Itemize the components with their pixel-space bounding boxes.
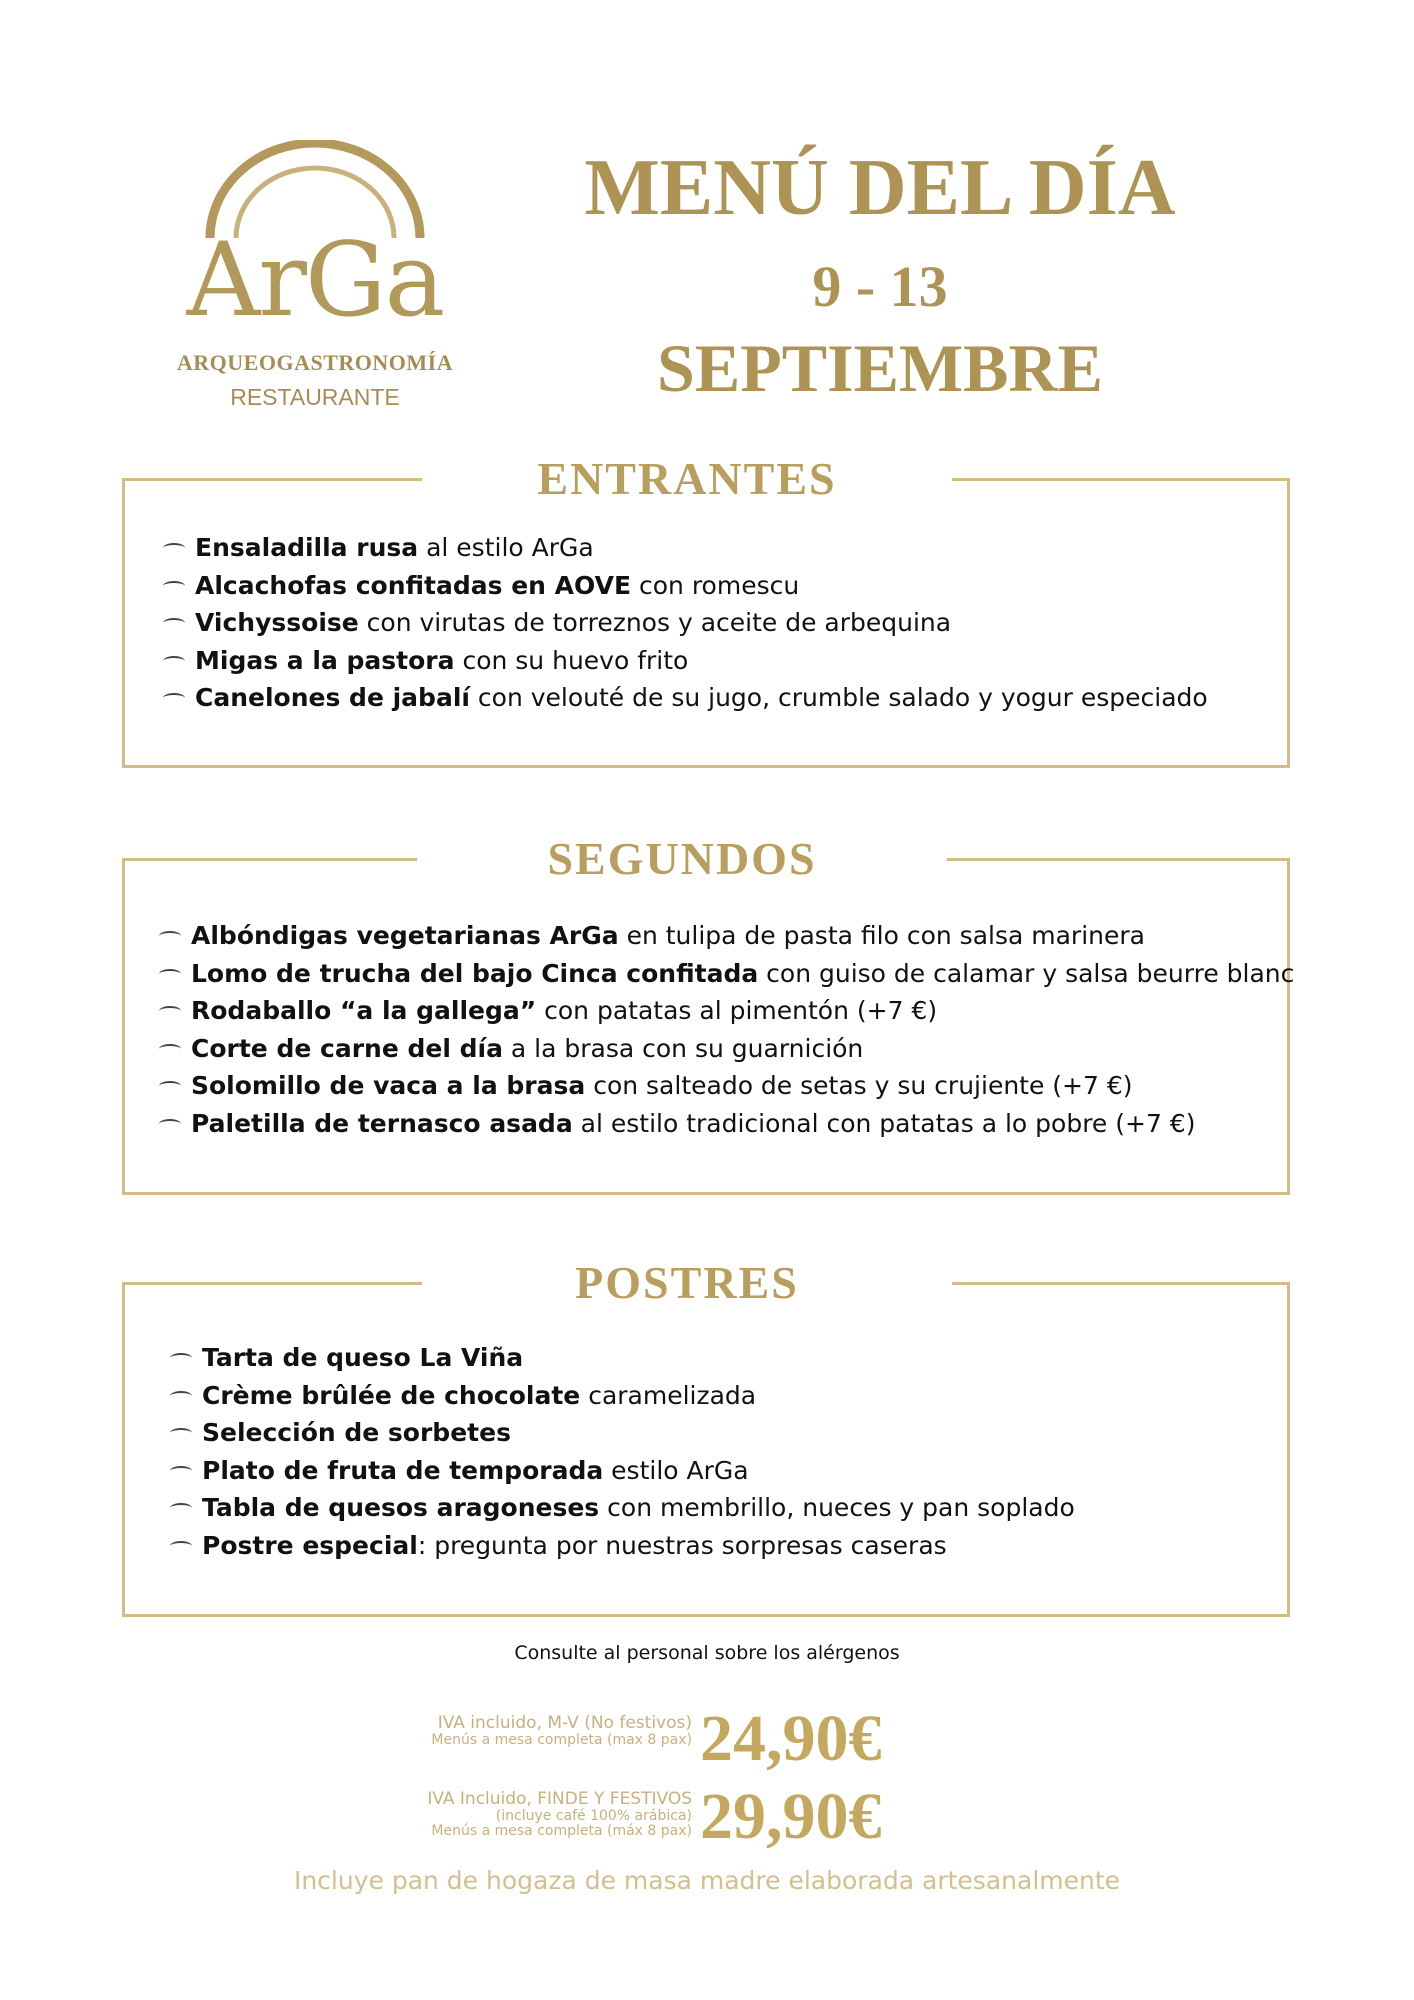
section-entrantes: [122, 453, 1290, 768]
bullet-arc-icon: [170, 1466, 192, 1476]
bullet-arc-icon: [170, 1391, 192, 1401]
bullet-arc-icon: [170, 1541, 192, 1551]
menu-item: Tarta de queso La Viña: [170, 1339, 1277, 1377]
price-note-line: IVA incluido, M-V (No festivos): [437, 1713, 692, 1733]
section-title-entrantes: ENTRANTES: [422, 451, 952, 507]
menu-item: Crème brûlée de chocolate caramelizada: [170, 1377, 1277, 1415]
menu-item: Plato de fruta de temporada estilo ArGa: [170, 1452, 1277, 1490]
postres-list: [170, 1339, 1277, 1565]
price-weekday-value: 24,90€: [700, 1702, 882, 1775]
price-weekend: [0, 1780, 1414, 1864]
section-segundos: [122, 833, 1295, 1195]
logo-brand: ArGa: [186, 221, 444, 340]
allergen-note: Consulte al personal sobre los alérgenos: [514, 1642, 900, 1664]
price-note-line: IVA Incluido, FINDE Y FESTIVOS: [427, 1789, 692, 1809]
bullet-arc-icon: [159, 1081, 181, 1091]
section-title-segundos: SEGUNDOS: [417, 831, 947, 887]
menu-item: Albóndigas vegetarianas ArGa en tulipa de pasta filo con salsa marinera: [159, 917, 1277, 955]
bullet-arc-icon: [159, 931, 181, 941]
menu-item: Postre especial: pregunta por nuestras sorpresas caseras: [170, 1527, 1277, 1565]
bullet-arc-icon: [159, 969, 181, 979]
menu-item: Alcachofas confitadas en AOVE con romescu: [163, 567, 1277, 605]
logo-tagline: ARQUEOGASTRONOMÍA: [176, 350, 454, 375]
entrantes-list: [163, 529, 1277, 717]
menu-item: Tabla de quesos aragoneses con membrillo, nueces y pan soplado: [170, 1489, 1277, 1527]
price-note-line: Menús a mesa completa (máx 8 pax): [431, 1823, 692, 1840]
menu-item: Migas a la pastora con su huevo frito: [163, 642, 1277, 680]
logo-type: RESTAURANTE: [230, 384, 400, 410]
bullet-arc-icon: [163, 618, 185, 628]
menu-item: Corte de carne del día a la brasa con su guarnición: [159, 1030, 1277, 1068]
menu-item: Paletilla de ternasco asada al estilo tradicional con patatas a lo pobre (+7 €): [159, 1105, 1277, 1143]
menu-title: MENÚ DEL DÍA: [584, 144, 1176, 232]
menu-dates: 9 - 13: [812, 254, 948, 319]
bullet-arc-icon: [159, 1044, 181, 1054]
menu-item: Ensaladilla rusa al estilo ArGa: [163, 529, 1277, 567]
bread-note: Incluye pan de hogaza de masa madre elaborada artesanalmente: [293, 1866, 1121, 1895]
price-weekday-notes: [431, 1714, 692, 1748]
bullet-arc-icon: [163, 656, 185, 666]
section-postres: [122, 1257, 1290, 1617]
bullet-arc-icon: [163, 693, 185, 703]
menu-item: Rodaballo “a la gallega” con patatas al pimentón (+7 €): [159, 992, 1277, 1030]
bullet-arc-icon: [163, 581, 185, 591]
menu-month: SEPTIEMBRE: [657, 330, 1103, 406]
segundos-list: [159, 917, 1295, 1143]
bullet-arc-icon: [163, 543, 185, 553]
section-title-postres: POSTRES: [422, 1255, 952, 1311]
menu-item: Lomo de trucha del bajo Cinca confitada con guiso de calamar y salsa beurre blanc: [159, 955, 1277, 993]
price-note-line: (incluye café 100% arábica): [495, 1807, 692, 1824]
price-weekend-notes: [427, 1790, 692, 1839]
menu-item: Vichyssoise con virutas de torreznos y aceite de arbequina: [163, 604, 1277, 642]
menu-item: Solomillo de vaca a la brasa con salteado de setas y su crujiente (+7 €): [159, 1067, 1277, 1105]
price-weekday: [0, 1702, 1414, 1782]
bullet-arc-icon: [170, 1503, 192, 1513]
menu-item: Selección de sorbetes: [170, 1414, 1277, 1452]
bullet-arc-icon: [159, 1006, 181, 1016]
menu-item: Canelones de jabalí con velouté de su jugo, crumble salado y yogur especiado: [163, 679, 1277, 717]
restaurant-logo: [160, 140, 470, 420]
bullet-arc-icon: [159, 1119, 181, 1129]
bullet-arc-icon: [170, 1353, 192, 1363]
price-weekend-value: 29,90€: [700, 1780, 882, 1853]
price-note-line: Menús a mesa completa (max 8 pax): [431, 1731, 692, 1748]
bullet-arc-icon: [170, 1428, 192, 1438]
